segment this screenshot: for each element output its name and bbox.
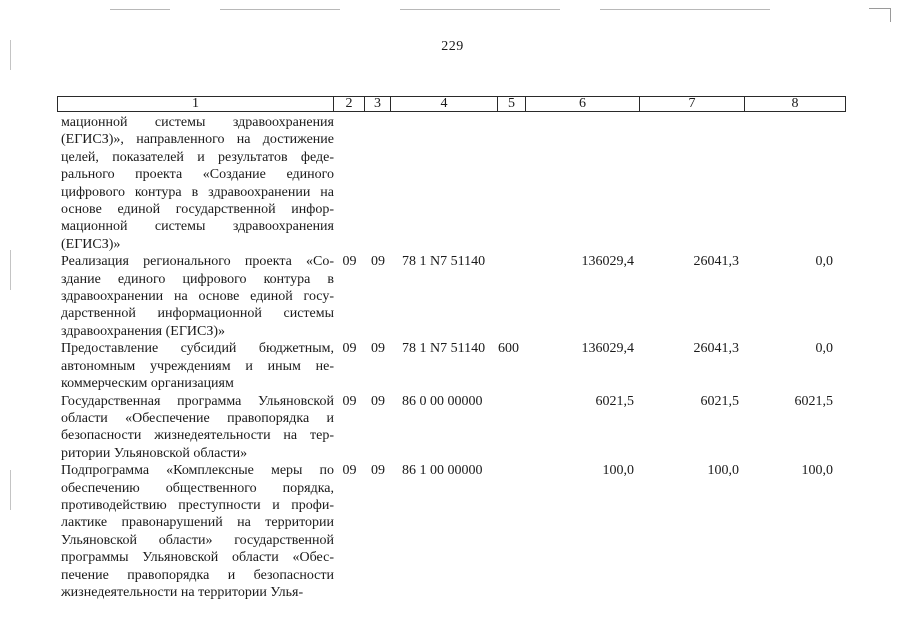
amount-year-3: 6021,5 [794, 393, 833, 409]
description-line: Подпрограмма «Комплексные меры по [61, 463, 334, 479]
table-body [57, 114, 846, 601]
amount-year-1: 6021,5 [595, 393, 634, 409]
description-line: здание единого цифрового контура в [61, 271, 334, 287]
scan-corner-mark [890, 8, 891, 22]
amount-year-3 [739, 114, 833, 253]
table-row [57, 393, 846, 463]
description-line: программы Ульяновской области «Обес- [61, 550, 334, 566]
margin-mark [10, 250, 11, 290]
amount-year-2: 26041,3 [693, 254, 739, 270]
row-description [57, 253, 334, 340]
expense-type-code [498, 114, 526, 253]
description-line: ритории Ульяновской области» [61, 445, 248, 461]
scan-artifact [600, 9, 770, 10]
description-line: Реализация регионального проекта «Со- [61, 254, 334, 270]
expense-type-code: 600 [498, 341, 519, 357]
margin-mark [10, 470, 11, 510]
column-header-2: 2 [334, 97, 365, 111]
table-row [57, 340, 846, 392]
table-row [57, 253, 846, 340]
amount-year-1: 136029,4 [581, 254, 634, 270]
amount-year-2 [634, 114, 739, 253]
amount-year-2: 100,0 [707, 463, 739, 479]
amount-year-2: 6021,5 [700, 393, 739, 409]
column-header-7: 7 [640, 97, 745, 111]
column-header-5: 5 [498, 97, 526, 111]
row-description [57, 340, 334, 392]
target-article-code: 86 1 00 00000 [402, 463, 483, 479]
target-article-code [391, 114, 498, 253]
subsection-code: 09 [371, 341, 385, 357]
amount-year-3: 100,0 [801, 463, 833, 479]
target-article-code: 78 1 N7 51140 [402, 341, 486, 357]
section-code: 09 [342, 254, 357, 270]
description-line: основе единой государственной инфор- [61, 202, 334, 218]
description-line: жизнедеятельности на территории Улья- [61, 584, 304, 600]
description-line: Предоставление субсидий бюджетным, [61, 341, 334, 357]
expense-type-code [498, 253, 526, 340]
target-article-code: 78 1 N7 51140 [402, 254, 486, 270]
column-header-4: 4 [391, 97, 498, 111]
scan-artifact [110, 9, 170, 10]
section-code: 09 [342, 463, 357, 479]
target-article-code: 86 0 00 00000 [402, 393, 483, 409]
expense-type-code [498, 462, 526, 601]
subsection-code: 09 [371, 254, 385, 270]
description-line: (ЕГИСЗ)» [61, 236, 121, 252]
description-line: печение правопорядка и безопасности [61, 567, 334, 583]
table-row [57, 462, 846, 601]
description-line: обеспечению общественного порядка, [61, 480, 334, 496]
amount-year-1: 100,0 [602, 463, 634, 479]
description-line: здравоохранении на основе единой госу- [61, 289, 334, 305]
description-line: Государственная программа Ульяновской [61, 393, 334, 409]
amount-year-1: 136029,4 [581, 341, 634, 357]
column-header-6: 6 [526, 97, 640, 111]
section-code [334, 114, 365, 253]
description-line: противодействию преступности и профи- [61, 497, 334, 513]
scan-artifact [220, 9, 340, 10]
scan-artifact [400, 9, 560, 10]
subsection-code [365, 114, 391, 253]
section-code: 09 [342, 393, 357, 409]
column-header-1: 1 [58, 97, 334, 111]
column-header-8: 8 [791, 96, 799, 111]
amount-year-2: 26041,3 [693, 341, 739, 357]
amount-year-3: 0,0 [815, 341, 833, 357]
subsection-code: 09 [371, 463, 385, 479]
row-description [57, 393, 334, 463]
description-line: Ульяновской области» государственной [61, 532, 334, 548]
column-header-3: 3 [365, 97, 391, 111]
section-code: 09 [342, 341, 357, 357]
table-row [57, 114, 846, 253]
description-line: области «Обеспечение правопорядка и [61, 410, 334, 426]
row-description [57, 462, 334, 601]
description-line: коммерческим организациям [61, 376, 234, 392]
description-line: цифрового контура в здравоохранении на [61, 184, 334, 200]
description-line: мационной системы здравоохранения [61, 219, 334, 235]
description-line: здравоохранения (ЕГИСЗ)» [61, 323, 226, 339]
description-line: автономным учреждениям и иным не- [61, 358, 334, 374]
description-line: лактике правонарушений на территории [61, 515, 334, 531]
description-line: (ЕГИСЗ)», направленного на достижение [61, 132, 334, 148]
subsection-code: 09 [371, 393, 385, 409]
expense-type-code [498, 393, 526, 463]
description-line: рального проекта «Создание единого [61, 167, 334, 183]
description-line: целей, показателей и результатов феде- [61, 149, 334, 165]
scan-corner-mark [869, 8, 891, 9]
amount-year-3: 0,0 [815, 254, 833, 270]
amount-year-1 [526, 114, 634, 253]
page-number: 229 [441, 39, 464, 54]
table-header [57, 96, 846, 112]
description-line: безопасности жизнедеятельности на тер- [61, 428, 334, 444]
row-description [57, 114, 334, 253]
description-line: мационной системы здравоохранения [61, 115, 334, 130]
description-line: дарственной информационной системы [61, 306, 334, 322]
